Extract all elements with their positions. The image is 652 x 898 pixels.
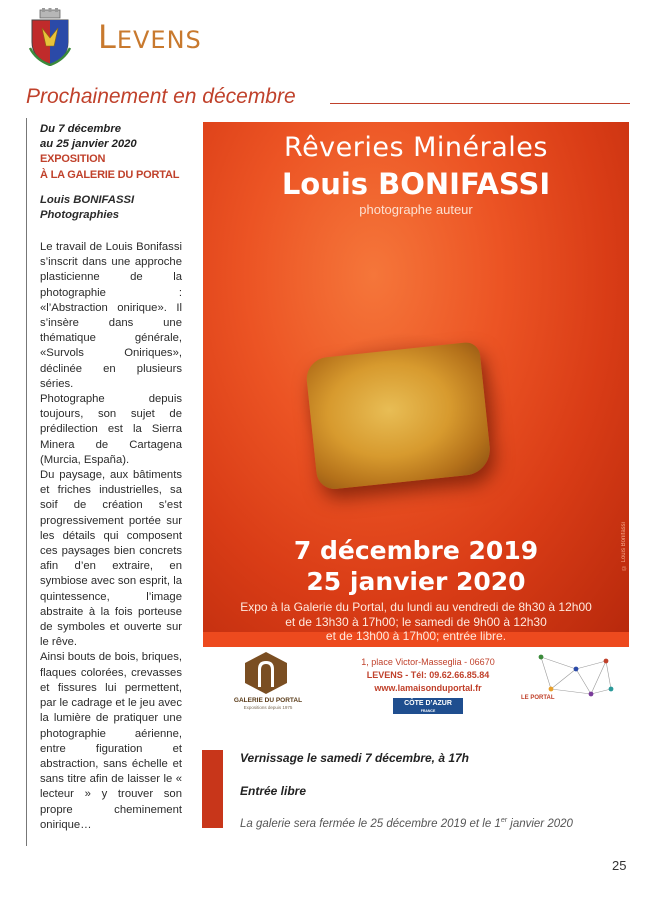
paragraph: Photographe depuis toujours, son sujet de prédilection est la Sierra Minera de Cartagena (Murcia, España).	[40, 393, 182, 466]
cote-dazur-logo: CÔTE D’AZUR FRANCE	[393, 698, 463, 714]
paragraph: Du paysage, aux bâtiments et friches industrielles, sa soif de création s’est progressivement portée sur les détails qui composent ces paysages bien concrets afin d’en extraire, en symbiose avec son esprit, la quintessence, l’image abstraite à la fois porteuse de symboles et ouverte sur le rêve.	[40, 469, 182, 649]
coat-of-arms-icon	[28, 8, 72, 66]
expo-line-1: EXPOSITION	[40, 153, 106, 166]
title-rule	[330, 103, 630, 104]
paragraph: Le travail de Louis Bonifassi s’inscrit dans une approche plasticienne de la photographie : «l’Abstraction onirique». Il s’insère dans une thématique générale, «Survols Oniriques», déclinée en plusieurs séries.	[40, 241, 182, 390]
poster-footer	[203, 647, 629, 718]
column-divider	[26, 118, 27, 846]
section-title: Prochainement en décembre	[26, 85, 296, 108]
artist-block	[40, 193, 182, 223]
paragraph: Ainsi bouts de bois, briques, flaques colorées, crevasses et fissures lui permettent, par le cadrage et le jeu avec la lumière de pratiquer une photographie aérienne, entre figuration et abstraction, sans échelle et sans titre afin de laisser le « lecteur » y trouver son propre cheminement onirique…	[40, 651, 182, 831]
poster-title: Rêveries Minérales	[284, 132, 548, 163]
accent-bar	[202, 750, 223, 828]
portal-logo-label: LE PORTAL	[521, 695, 555, 701]
article-body	[40, 240, 182, 833]
expo-line-2: À LA GALERIE DU PORTAL	[40, 168, 180, 181]
exhibition-dates	[40, 122, 182, 183]
date-to: au 25 janvier 2020	[40, 138, 137, 151]
artist-name: Louis BONIFASSI	[40, 194, 135, 206]
closure-notice: La galerie sera fermée le 25 décembre 2019 et le 1er janvier 2020	[240, 817, 573, 830]
poster-artist-name: Louis BONIFASSI	[281, 167, 551, 201]
photo-credit: © Louis Bonifassi	[621, 522, 627, 571]
poster-start-date: 7 décembre 2019	[293, 536, 539, 565]
exhibition-poster	[203, 122, 629, 718]
artist-role: Photographies	[40, 209, 120, 222]
poster-address: 1, place Victor-Masseglia - 06670	[361, 657, 495, 667]
free-entry-text: Entrée libre	[240, 784, 307, 798]
mineral-rock-image	[305, 341, 493, 491]
gallery-logo-subtext: Expositions depuis 1975	[243, 705, 293, 710]
vernissage-text: Vernissage le samedi 7 décembre, à 17h	[240, 751, 470, 765]
poster-subtitle: photographe auteur	[359, 202, 473, 217]
network-logo	[521, 649, 617, 715]
gallery-logo-text: GALERIE DU PORTAL	[233, 697, 303, 704]
date-from: Du 7 décembre	[40, 123, 121, 135]
poster-phone: LEVENS - Tél: 09.62.66.85.84	[366, 670, 490, 680]
poster-opening-hours: Expo à la Galerie du Portal, du lundi au vendredi de 8h30 à 12h00 et de 13h30 à 17h00; le samedi de 9h00 à 12h30 et de 13h00 à 17h00; entrée libre.	[240, 600, 592, 643]
poster-website: www.lamaisonduportal.fr	[374, 683, 482, 693]
town-name: LEVENS	[98, 18, 202, 56]
page-number: 25	[612, 858, 627, 873]
poster-end-date: 25 janvier 2020	[306, 567, 526, 596]
gallery-hexagon-logo	[243, 651, 289, 695]
